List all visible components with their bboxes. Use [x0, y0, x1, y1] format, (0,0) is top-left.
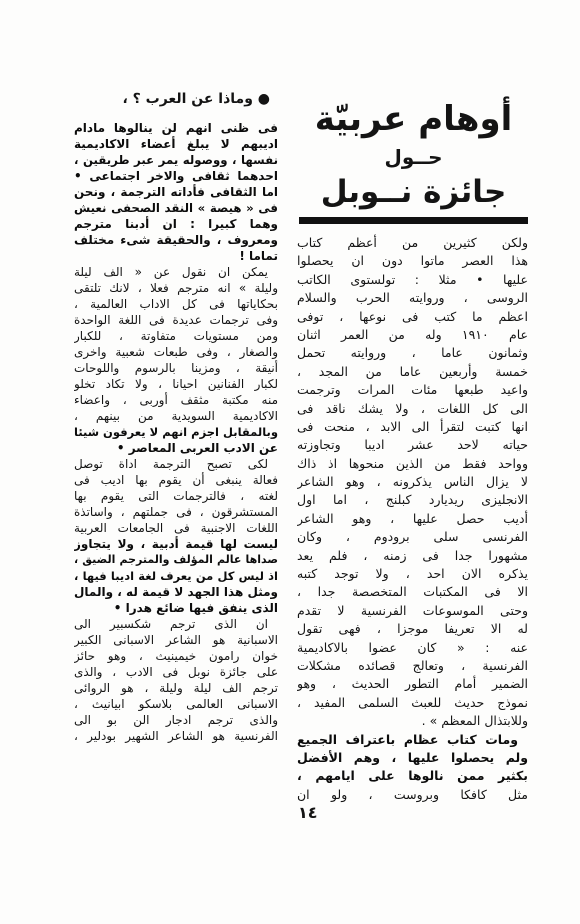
text-line: الفرنسية هو الشاعر الشهير بودلير ،: [74, 729, 278, 743]
paragraph: [74, 616, 278, 744]
text-line: حياته لاحد عشر اديبا وتجاوزته: [297, 437, 528, 453]
text-line: عليها • مثلا : تولستوى الكاتب: [297, 271, 528, 287]
text-line: وليلة » انه مترجم فعلا ، لانك تلتقى: [74, 281, 278, 295]
text-line: ومثل هذا الجهد لا قيمة له ، والمال: [74, 585, 278, 599]
text-line: لا يزال الناس يذكرونه ، وهو الشاعر: [297, 474, 528, 490]
text-line: مشهورا جدا فى زمنه ، فلم يعد: [297, 547, 528, 563]
text-line: مثل كافكا وبروست ، ولو ان: [297, 786, 528, 802]
text-line: والذى ترجم ادجار الن بو الى: [74, 713, 278, 727]
paragraph: [74, 456, 278, 616]
text-line: والصغار ، وفى طبعات شعبية واخرى: [74, 345, 278, 359]
text-line: الفرنسية ، وتعالج قصائده مشكلات: [297, 657, 528, 673]
text-line: واعيد طبعها مئات المرات وترجمت: [297, 382, 528, 398]
text-line: وواحد فقط من الذين منحوها اذ ذاك: [297, 455, 528, 471]
text-line: تماما !: [239, 249, 278, 263]
text-line: يمكن ان نقول عن « الف ليلة: [74, 265, 268, 279]
page-number: ١٤: [298, 803, 318, 822]
text-line: نفسها ، ووصوله يمر عبر طريقين ،: [74, 153, 278, 167]
text-line: الاكاديمية السويدية من بينهم ،: [74, 409, 278, 423]
text-line: بحكاياتها فى كل الاداب العالمية ،: [74, 297, 278, 311]
text-line: ولكن كثيرين من أعظم كتاب: [297, 235, 528, 250]
text-line: الى كل اللغات ، ولا يشك ناقد فى: [297, 400, 528, 416]
text-line: اللغات الاجنبية فى الجامعات العربية: [74, 521, 278, 535]
right-column: [297, 234, 528, 806]
left-column: [74, 120, 278, 750]
text-line: فى « هيصة » النقد الصحفى نعيش: [74, 201, 278, 215]
text-line: ومن مستويات متفاوتة ، للكبار: [74, 329, 278, 343]
text-line: عام ١٩١٠ وله من العمر اثنان: [297, 326, 528, 342]
text-line: نموذج حديث للعبث السلمى المفيد ،: [297, 694, 528, 710]
text-line: بكثير ممن نالوها على ايامهم ،: [297, 768, 528, 784]
text-line: الاسبانية هو الشاعر الاسبانى الكبير: [74, 633, 278, 647]
text-line: ومات كتاب عظام باعتراف الجميع: [297, 731, 518, 747]
text-line: اعظم ما كتب فى نوعها ، توفى: [297, 308, 528, 324]
text-line: ولم يحصلوا عليها ، وهم الأفضل: [297, 749, 528, 765]
text-line: وهما كبيرا : ان أدبنا مترجم: [74, 217, 278, 231]
text-line: وفى ترجمات عديدة فى اللغة الواحدة: [74, 313, 278, 327]
text-line: الا فى المكتبات المتخصصة جدا ،: [297, 584, 528, 600]
paragraph: [297, 731, 528, 805]
article-title: [299, 94, 528, 214]
section-heading: ● وماذا عن العرب ؟ ،: [122, 91, 270, 107]
title-line-3: جائزة نــوبل: [320, 174, 507, 210]
text-line: ومعروف ، والحقيقة شىء مختلف: [74, 233, 278, 247]
text-line: فى ظنى انهم لن ينالوها مادام: [74, 121, 278, 135]
text-line: لغته ، فالترجمات التى يقوم بها: [74, 489, 278, 503]
text-line: اذ ليس كل من يعرف لغة اديبا فيها ،: [74, 569, 278, 583]
text-line: لكى تصبح الترجمة اداة توصل: [74, 457, 268, 471]
text-line: اديبهم لا يبلغ أعضاء الاكاديمية: [74, 137, 278, 151]
text-line: اما الثقافى فأداته الترجمة ، ونحن: [74, 185, 278, 199]
text-line: أنيقة ، ومزينا بالرسوم واللوحات: [74, 361, 278, 375]
text-line: الاسبانى العالمى بلاسكو ابيانيث ،: [74, 697, 278, 711]
text-line: عنه : « كان عضوا بالاكاديمية: [297, 639, 528, 655]
text-line: ليست لها قيمة أدبية ، ولا يتجاوز: [74, 537, 278, 551]
text-line: الانجليزى ريديارد كبلنج ، اما اول: [297, 492, 528, 508]
text-line: خوان رامون خيمينيث ، وهو حائز: [74, 649, 278, 663]
text-line: الروسى ، وروايته الحرب والسلام: [297, 290, 528, 306]
text-line: عن الادب العربى المعاصر •: [116, 441, 278, 455]
text-line: الفرنسى سلى برودوم ، وكان: [297, 529, 528, 545]
text-line: وبالمقابل اجزم انهم لا يعرفون شيئا: [74, 425, 278, 439]
text-line: هذا العصر ماتوا دون ان يحصلوا: [297, 253, 528, 269]
text-line: خمسة وأربعين عاما من المجد ،: [297, 363, 528, 379]
title-divider: [299, 217, 528, 224]
text-line: وثمانون عاما ، وروايته تحمل: [297, 345, 528, 361]
title-line-2: حــول: [384, 145, 443, 169]
text-line: الذى ينفق فيها ضائع هدرا •: [113, 601, 278, 615]
text-line: لكبار الفنانين احيانا ، ولا تكاد تخلو: [74, 377, 278, 391]
paragraph: [74, 120, 278, 264]
text-line: يذكره الان احد ، ولا توجد كتبه: [297, 566, 528, 582]
text-line: صداها عالم المؤلف والمترجم الضيق ،: [74, 553, 278, 566]
text-line: ان الذى ترجم شكسبير الى: [74, 617, 268, 631]
text-line: وحتى الموسوعات الفرنسية لا تقدم: [297, 602, 528, 618]
text-line: انها كتبت لتقرأ الى الابد ، منحت فى: [297, 418, 528, 434]
text-line: فعالة ينبغى أن يقوم بها اديب فى: [74, 473, 278, 487]
text-line: الضمير أمام التطور الحديث ، وهو: [297, 676, 528, 692]
title-line-1: أوهام عربيّة: [314, 99, 513, 139]
text-line: احدهما ثقافى والاخر اجتماعى •: [74, 169, 278, 183]
text-line: له الا تعريفا موجزا ، فهى تقول: [297, 621, 528, 637]
text-line: ترجم الف ليلة وليلة ، هو الروائى: [74, 681, 278, 695]
text-line: أديب حصل عليها ، وهو الشاعر: [297, 510, 528, 526]
paragraph: [297, 234, 528, 731]
text-line: منه مكتبة مثقف أوربى ، واعضاء: [74, 393, 278, 407]
text-line: المستشرقون ، فى جملتهم ، واساتذة: [74, 505, 278, 519]
text-line: وللابتذال المعظم » .: [421, 713, 528, 729]
paragraph: [74, 264, 278, 456]
text-line: على جائزة نوبل فى الادب ، والذى: [74, 665, 278, 679]
